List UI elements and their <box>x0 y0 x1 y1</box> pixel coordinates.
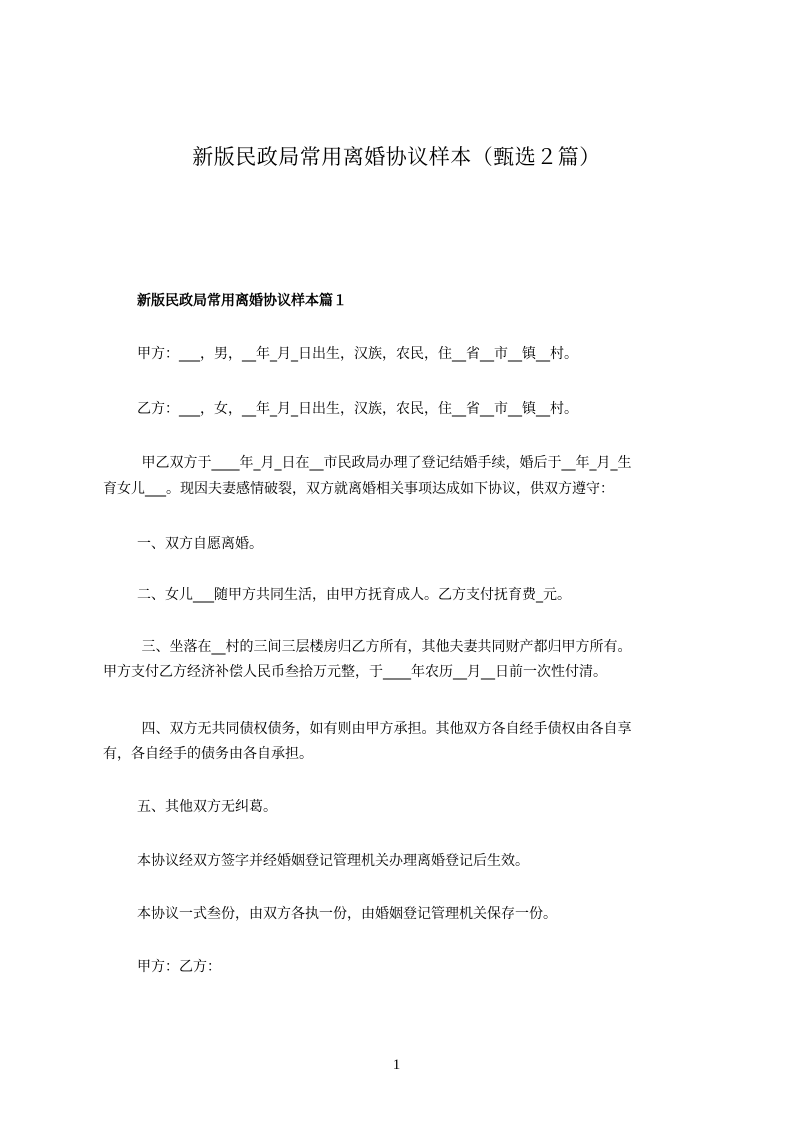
paragraph-background-cont <box>103 477 614 502</box>
page-number: 1 <box>392 1057 401 1073</box>
paragraph-line: 乙方：___，女，__年_月_日出生，汉族，农民，住__省__市__镇__村。 <box>137 401 578 417</box>
paragraph-line: 二、女儿___随甲方共同生活，由甲方抚育成人。乙方支付抚育费_元。 <box>137 587 571 603</box>
paragraph-line: 四、双方无共同债权债务，如有则由甲方承担。其他双方各自经手债权由各自享 <box>137 721 632 737</box>
paragraph-party-a <box>137 342 578 367</box>
paragraph-line: 五、其他双方无纠葛。 <box>137 799 277 815</box>
paragraph-line: 育女儿___。现因夫妻感情破裂，双方就离婚相关事项达成如下协议，供双方遵守： <box>103 481 614 497</box>
paragraph-line: 有，各自经手的债务由各自承担。 <box>103 746 313 762</box>
paragraph-line: 本协议一式叁份，由双方各执一份，由婚姻登记管理机关保存一份。 <box>137 906 557 922</box>
paragraph-line: 甲方：___，男，__年_月_日出生，汉族，农民，住__省__市__镇__村。 <box>137 346 578 362</box>
paragraph-line: 甲方：乙方： <box>137 959 221 975</box>
paragraph-line: 本协议经双方签字并经婚姻登记管理机关办理离婚登记后生效。 <box>137 853 529 869</box>
paragraph-signatures <box>137 955 221 980</box>
paragraph-line: 甲乙双方于____年_月_日在__市民政局办理了登记结婚手续，婚后于__年_月_生 <box>137 455 632 471</box>
paragraph-background <box>137 451 631 476</box>
paragraph-clause-3-cont <box>103 660 607 685</box>
paragraph-effectiveness <box>137 849 529 874</box>
paragraph-line: 甲方支付乙方经济补偿人民币叁拾万元整，于____年农历__月__日前一次性付清。 <box>103 664 607 680</box>
paragraph-clause-3 <box>137 635 631 660</box>
paragraph-line: 三、坐落在__村的三间三层楼房归乙方所有，其他夫妻共同财产都归甲方所有。 <box>137 639 632 655</box>
paragraph-party-b <box>137 397 578 422</box>
section-heading: 新版民政局常用离婚协议样本篇１ <box>137 293 347 309</box>
document-title: 新版民政局常用离婚协议样本（甄选２篇） <box>192 145 601 169</box>
paragraph-copies <box>137 902 557 927</box>
paragraph-clause-2 <box>137 583 571 608</box>
paragraph-clause-1 <box>137 532 263 557</box>
paragraph-clause-4 <box>137 717 631 742</box>
paragraph-clause-4-cont <box>103 742 313 767</box>
paragraph-clause-5 <box>137 795 277 820</box>
paragraph-line: 一、双方自愿离婚。 <box>137 536 263 552</box>
